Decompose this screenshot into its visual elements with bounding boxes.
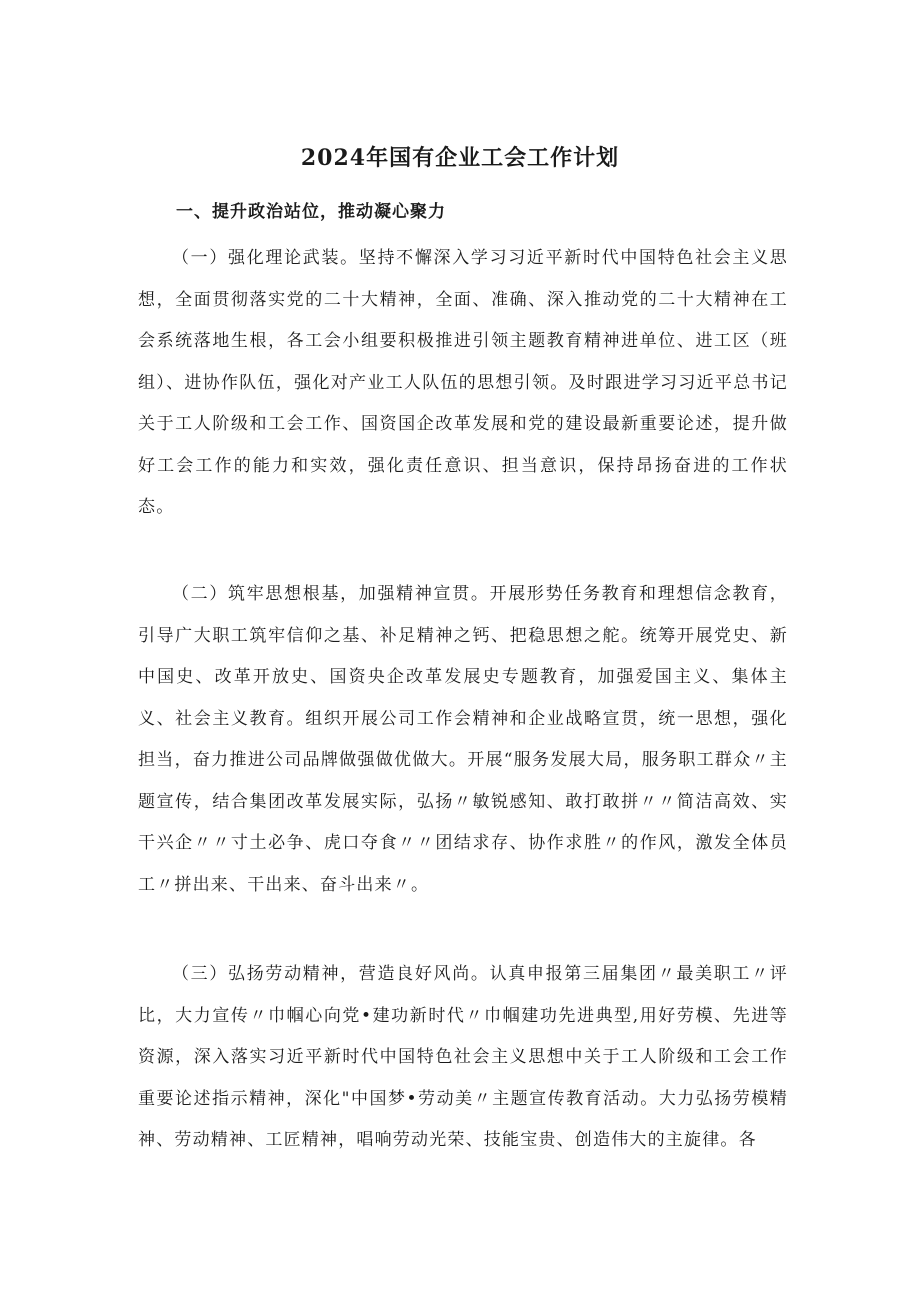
document-title: 2024年国有企业工会工作计划 bbox=[300, 145, 620, 171]
paragraph-labor-spirit: （三）弘扬劳动精神，营造良好风尚。认真申报第三届集团〃最美职工〃评比，大力宣传〃巾帼心向党•建功新时代〃巾帼建功先进典型,用好劳模、先进等资源，深入落实习近平新时代中国特色社会主义思想中关于工人阶级和工会工作重要论述指示精神，深化"中国梦•劳动美〃主题宣传教育活动。大力弘扬劳模精神、劳动精神、工匠精神，唱响劳动光荣、技能宝贵、创造伟大的主旋律。各 bbox=[138, 964, 788, 1150]
paragraph-theory-study: （一）强化理论武装。坚持不懈深入学习习近平新时代中国特色社会主义思想，全面贯彻落实党的二十大精神，全面、准确、深入推动党的二十大精神在工会系统落地生根，各工会小组要积极推进引领主题教育精神进单位、进工区（班组）、进协作队伍，强化对产业工人队伍的思想引领。及时跟进学习习近平总书记关于工人阶级和工会工作、国资国企改革发展和党的建设最新重要论述，提升做好工会工作的能力和实效，强化责任意识、担当意识，保持昂扬奋进的工作状态。 bbox=[138, 248, 788, 517]
section-heading-1: 一、提升政治站位，推动凝心聚力 bbox=[176, 202, 446, 222]
paragraph-ideological-foundation: （二）筑牢思想根基，加强精神宣贯。开展形势任务教育和理想信念教育，引导广大职工筑牢信仰之基、补足精神之钙、把稳思想之舵。统筹开展党史、新中国史、改革开放史、国资央企改革发展史专题教育，加强爱国主义、集体主义、社会主义教育。组织开展公司工作会精神和企业战略宣贯，统一思想，强化担当，奋力推进公司品牌做强做优做大。开展“服务发展大局，服务职工群众〃主题宣传，结合集团改革发展实际，弘扬〃敏锐感知、敢打敢拼〃〃简洁高效、实干兴企〃〃寸土必争、虎口夺食〃〃团结求存、协作求胜〃的作风，激发全体员工〃拼出来、干出来、奋斗出来〃。 bbox=[138, 584, 788, 895]
